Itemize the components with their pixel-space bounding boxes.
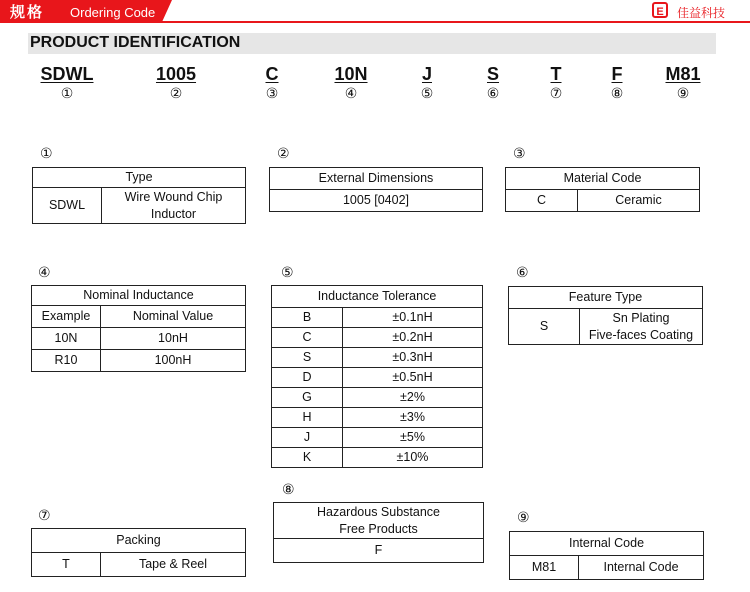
tolerance-header: Inductance Tolerance <box>272 286 483 308</box>
code-part: 10N <box>334 64 368 84</box>
dimensions-table <box>269 167 483 212</box>
material-code: C <box>506 190 578 212</box>
brand-name: 佳益科技 <box>677 6 726 20</box>
type-section-number: ① <box>40 146 53 162</box>
material-section-number: ③ <box>513 146 526 162</box>
inductance-col-example: Example <box>32 306 101 328</box>
dimensions-section-number: ② <box>277 146 290 162</box>
code-part: SDWL <box>40 64 94 84</box>
code-index: ⑤ <box>420 86 434 102</box>
packing-section-number: ⑦ <box>38 508 51 524</box>
packing-header: Packing <box>32 529 246 553</box>
header-divider <box>0 21 750 23</box>
feature-desc: Sn Plating Five-faces Coating <box>580 309 703 345</box>
header-title-cn: 规格 <box>10 3 45 21</box>
table-row: S ±0.3nH <box>272 348 483 368</box>
code-index: ④ <box>344 86 358 102</box>
code-index: ① <box>60 86 74 102</box>
code-index: ② <box>169 86 183 102</box>
code-index: ⑦ <box>549 86 563 102</box>
inductance-section-number: ④ <box>38 265 51 281</box>
material-table <box>505 167 700 212</box>
code-part: T <box>550 64 562 84</box>
internal-header: Internal Code <box>510 532 704 556</box>
inductance-col-value: Nominal Value <box>101 306 246 328</box>
table-row: B ±0.1nH <box>272 308 483 328</box>
table-row: G ±2% <box>272 388 483 408</box>
code-index: ⑧ <box>610 86 624 102</box>
inductance-table <box>31 285 246 372</box>
dimensions-value: 1005 [0402] <box>270 190 483 212</box>
type-table <box>32 167 246 224</box>
code-index: ⑥ <box>486 86 500 102</box>
table-row: J ±5% <box>272 428 483 448</box>
internal-section-number: ⑨ <box>517 510 530 526</box>
code-part: J <box>421 64 433 84</box>
tolerance-table <box>271 285 483 468</box>
internal-desc: Internal Code <box>579 556 704 580</box>
code-part: C <box>265 64 279 84</box>
brand-logo-icon: E <box>652 2 668 18</box>
internal-code: M81 <box>510 556 579 580</box>
table-row: H ±3% <box>272 408 483 428</box>
inductance-header: Nominal Inductance <box>32 286 246 306</box>
feature-section-number: ⑥ <box>516 265 529 281</box>
dimensions-header: External Dimensions <box>270 168 483 190</box>
hazardous-table <box>273 502 484 563</box>
material-header: Material Code <box>506 168 700 190</box>
hazardous-header: Hazardous Substance Free Products <box>274 503 484 539</box>
hazardous-value: F <box>274 539 484 563</box>
code-part: M81 <box>665 64 701 84</box>
header-title-en: Ordering Code <box>70 5 156 20</box>
code-part: 1005 <box>155 64 197 84</box>
internal-table <box>509 531 704 580</box>
feature-header: Feature Type <box>509 287 703 309</box>
code-part: F <box>611 64 623 84</box>
hazardous-section-number: ⑧ <box>282 482 295 498</box>
feature-code: S <box>509 309 580 345</box>
feature-table <box>508 286 703 345</box>
code-part: S <box>486 64 500 84</box>
table-row: 10N 10nH <box>32 328 246 350</box>
table-row: D ±0.5nH <box>272 368 483 388</box>
table-row: R10 100nH <box>32 350 246 372</box>
table-row: C ±0.2nH <box>272 328 483 348</box>
table-row: K ±10% <box>272 448 483 468</box>
section-title: PRODUCT IDENTIFICATION <box>30 34 241 51</box>
tolerance-section-number: ⑤ <box>281 265 294 281</box>
type-header: Type <box>33 168 246 188</box>
packing-desc: Tape & Reel <box>101 553 246 577</box>
packing-table <box>31 528 246 577</box>
type-desc: Wire Wound Chip Inductor <box>102 188 246 224</box>
code-index: ③ <box>265 86 279 102</box>
code-index: ⑨ <box>676 86 690 102</box>
material-desc: Ceramic <box>578 190 700 212</box>
packing-code: T <box>32 553 101 577</box>
type-code: SDWL <box>33 188 102 224</box>
